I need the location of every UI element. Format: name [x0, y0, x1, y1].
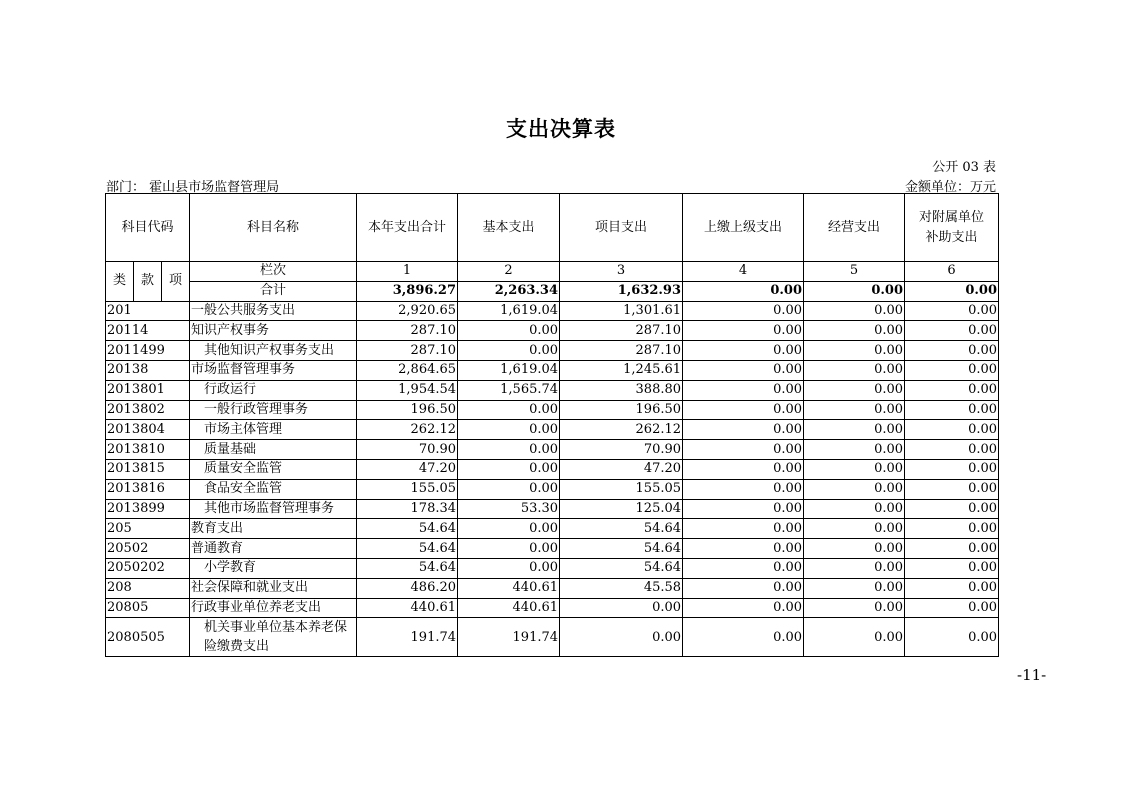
table-row: [106, 380, 999, 400]
amount-subsidy: 0.00: [905, 519, 999, 539]
subject-code: 2013816: [106, 479, 190, 499]
sum-remit: 0.00: [683, 281, 804, 301]
amount-business: 0.00: [804, 578, 905, 598]
subject-name: 一般公共服务支出: [190, 301, 357, 321]
amount-total: 54.64: [357, 539, 458, 559]
subject-code: 20805: [106, 598, 190, 618]
amount-business: 0.00: [804, 598, 905, 618]
amount-business: 0.00: [804, 420, 905, 440]
amount-basic: 0.00: [458, 341, 560, 361]
subject-name: 知识产权事务: [190, 321, 357, 341]
table-row: [106, 578, 999, 598]
amount-remit: 0.00: [683, 400, 804, 420]
column-number-row: [106, 262, 999, 282]
amount-total: 440.61: [357, 598, 458, 618]
amount-subsidy: 0.00: [905, 618, 999, 657]
table-row: [106, 321, 999, 341]
amount-business: 0.00: [804, 301, 905, 321]
amount-subsidy: 0.00: [905, 499, 999, 519]
table-row: [106, 400, 999, 420]
header-remit: 上缴上级支出: [683, 194, 804, 262]
subject-name: 食品安全监管: [190, 479, 357, 499]
amount-remit: 0.00: [683, 558, 804, 578]
subject-name: 教育支出: [190, 519, 357, 539]
col-number: 4: [683, 262, 804, 282]
amount-total: 70.90: [357, 440, 458, 460]
amount-total: 2,864.65: [357, 360, 458, 380]
subject-code: 2080505: [106, 618, 190, 657]
table-row: [106, 479, 999, 499]
amount-business: 0.00: [804, 459, 905, 479]
amount-basic: 191.74: [458, 618, 560, 657]
col-number: 5: [804, 262, 905, 282]
amount-basic: 0.00: [458, 459, 560, 479]
amount-business: 0.00: [804, 479, 905, 499]
amount-subsidy: 0.00: [905, 558, 999, 578]
table-row: [106, 598, 999, 618]
amount-remit: 0.00: [683, 539, 804, 559]
amount-basic: 0.00: [458, 479, 560, 499]
table-row: [106, 440, 999, 460]
subject-name: 普通教育: [190, 539, 357, 559]
amount-remit: 0.00: [683, 360, 804, 380]
amount-project: 1,301.61: [560, 301, 683, 321]
amount-basic: 0.00: [458, 420, 560, 440]
subject-name: 质量安全监管: [190, 459, 357, 479]
amount-basic: 1,619.04: [458, 301, 560, 321]
amount-total: 54.64: [357, 519, 458, 539]
header-code: 科目代码: [106, 194, 190, 262]
amount-total: 178.34: [357, 499, 458, 519]
amount-business: 0.00: [804, 519, 905, 539]
amount-basic: 53.30: [458, 499, 560, 519]
amount-project: 70.90: [560, 440, 683, 460]
header-project: 项目支出: [560, 194, 683, 262]
amount-basic: 440.61: [458, 578, 560, 598]
amount-project: 125.04: [560, 499, 683, 519]
amount-subsidy: 0.00: [905, 400, 999, 420]
expenditure-table: [105, 193, 999, 657]
amount-business: 0.00: [804, 321, 905, 341]
header-total: 本年支出合计: [357, 194, 458, 262]
subject-name: 行政运行: [190, 380, 357, 400]
amount-basic: 1,565.74: [458, 380, 560, 400]
amount-project: 155.05: [560, 479, 683, 499]
amount-business: 0.00: [804, 380, 905, 400]
amount-subsidy: 0.00: [905, 539, 999, 559]
amount-project: 1,245.61: [560, 360, 683, 380]
amount-subsidy: 0.00: [905, 440, 999, 460]
page-title: 支出决算表: [506, 117, 616, 141]
amount-basic: 0.00: [458, 400, 560, 420]
amount-total: 2,920.65: [357, 301, 458, 321]
amount-business: 0.00: [804, 618, 905, 657]
amount-subsidy: 0.00: [905, 380, 999, 400]
amount-remit: 0.00: [683, 321, 804, 341]
subject-code: 20502: [106, 539, 190, 559]
subject-code: 2013810: [106, 440, 190, 460]
subject-code: 2013804: [106, 420, 190, 440]
col-number: 6: [905, 262, 999, 282]
amount-total: 47.20: [357, 459, 458, 479]
amount-total: 486.20: [357, 578, 458, 598]
amount-remit: 0.00: [683, 301, 804, 321]
header-business: 经营支出: [804, 194, 905, 262]
subject-name: 小学教育: [190, 558, 357, 578]
amount-subsidy: 0.00: [905, 360, 999, 380]
amount-project: 54.64: [560, 558, 683, 578]
amount-project: 0.00: [560, 598, 683, 618]
subject-name: 市场监督管理事务: [190, 360, 357, 380]
sum-business: 0.00: [804, 281, 905, 301]
amount-remit: 0.00: [683, 440, 804, 460]
unit-label: 金额单位：万元: [904, 180, 996, 195]
amount-total: 262.12: [357, 420, 458, 440]
sum-basic: 2,263.34: [458, 281, 560, 301]
table-row: [106, 499, 999, 519]
amount-business: 0.00: [804, 341, 905, 361]
subject-code: 2011499: [106, 341, 190, 361]
subject-name: 一般行政管理事务: [190, 400, 357, 420]
page-number: -11-: [1017, 666, 1047, 684]
amount-remit: 0.00: [683, 578, 804, 598]
amount-basic: 440.61: [458, 598, 560, 618]
amount-subsidy: 0.00: [905, 301, 999, 321]
amount-project: 45.58: [560, 578, 683, 598]
subject-code: 205: [106, 519, 190, 539]
amount-subsidy: 0.00: [905, 341, 999, 361]
amount-subsidy: 0.00: [905, 598, 999, 618]
sum-total: 3,896.27: [357, 281, 458, 301]
amount-subsidy: 0.00: [905, 459, 999, 479]
header-kuan: 款: [134, 262, 162, 302]
amount-business: 0.00: [804, 499, 905, 519]
amount-remit: 0.00: [683, 341, 804, 361]
subject-code: 20114: [106, 321, 190, 341]
table-row: [106, 301, 999, 321]
subject-code: 2013815: [106, 459, 190, 479]
amount-project: 287.10: [560, 341, 683, 361]
amount-subsidy: 0.00: [905, 578, 999, 598]
amount-basic: 0.00: [458, 440, 560, 460]
amount-remit: 0.00: [683, 459, 804, 479]
table-row: [106, 558, 999, 578]
amount-remit: 0.00: [683, 598, 804, 618]
subject-code: 2050202: [106, 558, 190, 578]
amount-business: 0.00: [804, 558, 905, 578]
table-row: [106, 341, 999, 361]
table-row: [106, 420, 999, 440]
table-row: [106, 519, 999, 539]
amount-business: 0.00: [804, 440, 905, 460]
department-label: 部门： 霍山县市场监督管理局: [106, 180, 280, 195]
amount-business: 0.00: [804, 539, 905, 559]
amount-basic: 0.00: [458, 558, 560, 578]
amount-total: 196.50: [357, 400, 458, 420]
amount-basic: 0.00: [458, 321, 560, 341]
amount-remit: 0.00: [683, 380, 804, 400]
sum-subsidy: 0.00: [905, 281, 999, 301]
header-lei: 类: [106, 262, 134, 302]
subject-code: 208: [106, 578, 190, 598]
amount-remit: 0.00: [683, 499, 804, 519]
col-number: 1: [357, 262, 458, 282]
amount-business: 0.00: [804, 360, 905, 380]
header-name: 科目名称: [190, 194, 357, 262]
amount-total: 54.64: [357, 558, 458, 578]
amount-project: 196.50: [560, 400, 683, 420]
form-number: 公开 03 表: [932, 160, 996, 175]
amount-total: 191.74: [357, 618, 458, 657]
amount-project: 0.00: [560, 618, 683, 657]
subject-name: 其他知识产权事务支出: [190, 341, 357, 361]
sum-project: 1,632.93: [560, 281, 683, 301]
amount-basic: 1,619.04: [458, 360, 560, 380]
amount-subsidy: 0.00: [905, 479, 999, 499]
header-xiang: 项: [162, 262, 190, 302]
amount-project: 54.64: [560, 539, 683, 559]
subject-code: 201: [106, 301, 190, 321]
header-subsidy: 对附属单位补助支出: [905, 194, 999, 262]
amount-remit: 0.00: [683, 519, 804, 539]
amount-project: 287.10: [560, 321, 683, 341]
amount-remit: 0.00: [683, 420, 804, 440]
amount-project: 54.64: [560, 519, 683, 539]
table-row: [106, 360, 999, 380]
subject-name: 其他市场监督管理事务: [190, 499, 357, 519]
amount-subsidy: 0.00: [905, 321, 999, 341]
subject-name: 机关事业单位基本养老保险缴费支出: [190, 618, 357, 657]
subject-name: 社会保障和就业支出: [190, 578, 357, 598]
subject-name: 质量基础: [190, 440, 357, 460]
amount-project: 262.12: [560, 420, 683, 440]
amount-project: 388.80: [560, 380, 683, 400]
subject-code: 2013802: [106, 400, 190, 420]
amount-business: 0.00: [804, 400, 905, 420]
header-basic: 基本支出: [458, 194, 560, 262]
table-row: [106, 459, 999, 479]
header-row: [106, 194, 999, 262]
amount-basic: 0.00: [458, 519, 560, 539]
subject-name: 行政事业单位养老支出: [190, 598, 357, 618]
table-row: [106, 618, 999, 657]
subject-name: 市场主体管理: [190, 420, 357, 440]
col-number: 3: [560, 262, 683, 282]
amount-total: 1,954.54: [357, 380, 458, 400]
sum-row: [106, 281, 999, 301]
subject-code: 2013899: [106, 499, 190, 519]
sum-label: 合计: [190, 281, 357, 301]
amount-remit: 0.00: [683, 618, 804, 657]
amount-total: 287.10: [357, 321, 458, 341]
subject-code: 20138: [106, 360, 190, 380]
table-row: [106, 539, 999, 559]
amount-remit: 0.00: [683, 479, 804, 499]
col-number: 2: [458, 262, 560, 282]
amount-total: 287.10: [357, 341, 458, 361]
amount-basic: 0.00: [458, 539, 560, 559]
amount-subsidy: 0.00: [905, 420, 999, 440]
header-lanci: 栏次: [190, 262, 357, 282]
amount-total: 155.05: [357, 479, 458, 499]
amount-project: 47.20: [560, 459, 683, 479]
subject-code: 2013801: [106, 380, 190, 400]
